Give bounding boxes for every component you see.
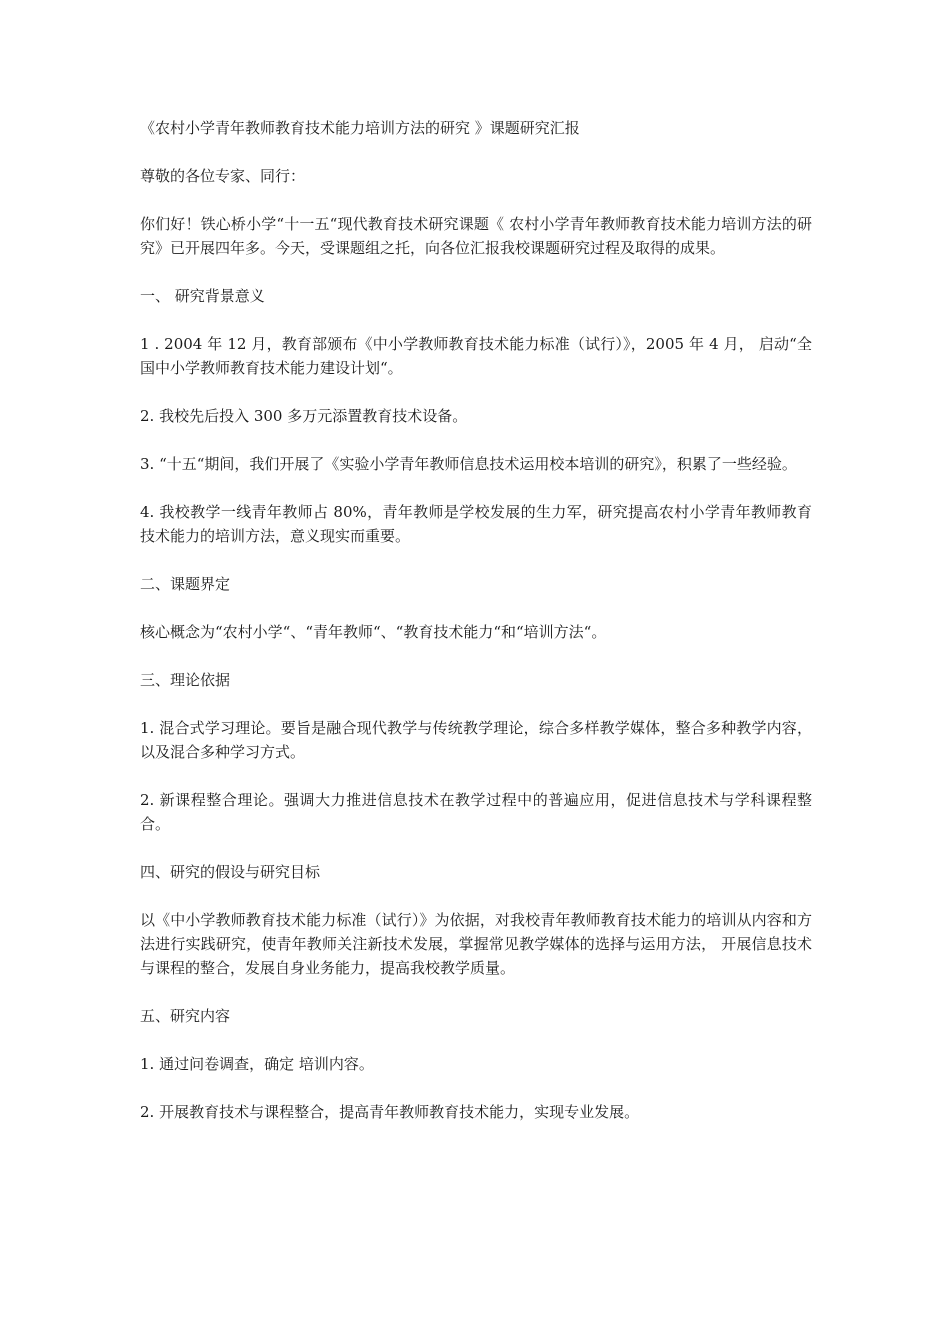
paragraph: 2. 新课程整合理论。强调大力推进信息技术在教学过程中的普遍应用，促进信息技术与学科课程整合。	[140, 791, 812, 833]
paragraph: 4. 我校教学一线青年教师占 80%，青年教师是学校发展的生力军，研究提高农村小学青年教师教育技术能力的培训方法，意义现实而重要。	[140, 503, 812, 545]
document-title: 《农村小学青年教师教育技术能力培训方法的研究 》课题研究汇报	[140, 119, 580, 137]
section-heading: 二、课题界定	[140, 575, 231, 593]
section-heading: 三、理论依据	[140, 671, 231, 689]
paragraph: 3. “十五“期间，我们开展了《实验小学青年教师信息技术运用校本培训的研究》，积累了一些经验。	[140, 455, 797, 473]
paragraph: 1. 通过问卷调查，确定 培训内容。	[140, 1055, 374, 1073]
paragraph: 1. 混合式学习理论。要旨是融合现代教学与传统教学理论，综合多样教学媒体，整合多种教学内容，以及混合多种学习方式。	[140, 719, 812, 761]
document-page	[140, 116, 812, 1148]
salutation: 尊敬的各位专家、同行：	[140, 167, 306, 185]
paragraph: 以《中小学教师教育技术能力标准（试行）》为依据，对我校青年教师教育技术能力的培训从内容和方法进行实践研究，使青年教师关注新技术发展，掌握常见教学媒体的选择与运用方法， 开展信息技术与课程的整合，发展自身业务能力，提高我校教学质量。	[140, 911, 812, 977]
paragraph: 2. 开展教育技术与课程整合，提高青年教师教育技术能力，实现专业发展。	[140, 1103, 640, 1121]
intro-paragraph: 你们好！铁心桥小学“十一五“现代教育技术研究课题《 农村小学青年教师教育技术能力培训方法的研究》已开展四年多。今天，受课题组之托，向各位汇报我校课题研究过程及取得的成果。	[140, 215, 812, 257]
paragraph: 核心概念为“农村小学“、“青年教师“、“教育技术能力“和“培训方法“。	[140, 623, 607, 641]
paragraph: 1 . 2004 年 12 月，教育部颁布《中小学教师教育技术能力标准（试行）》，2005 年 4 月， 启动“全国中小学教师教育技术能力建设计划“。	[140, 335, 812, 377]
section-heading: 一、 研究背景意义	[140, 287, 265, 305]
paragraph: 2. 我校先后投入 300 多万元添置教育技术设备。	[140, 407, 468, 425]
section-heading: 五、研究内容	[140, 1007, 231, 1025]
section-heading: 四、研究的假设与研究目标	[140, 863, 321, 881]
